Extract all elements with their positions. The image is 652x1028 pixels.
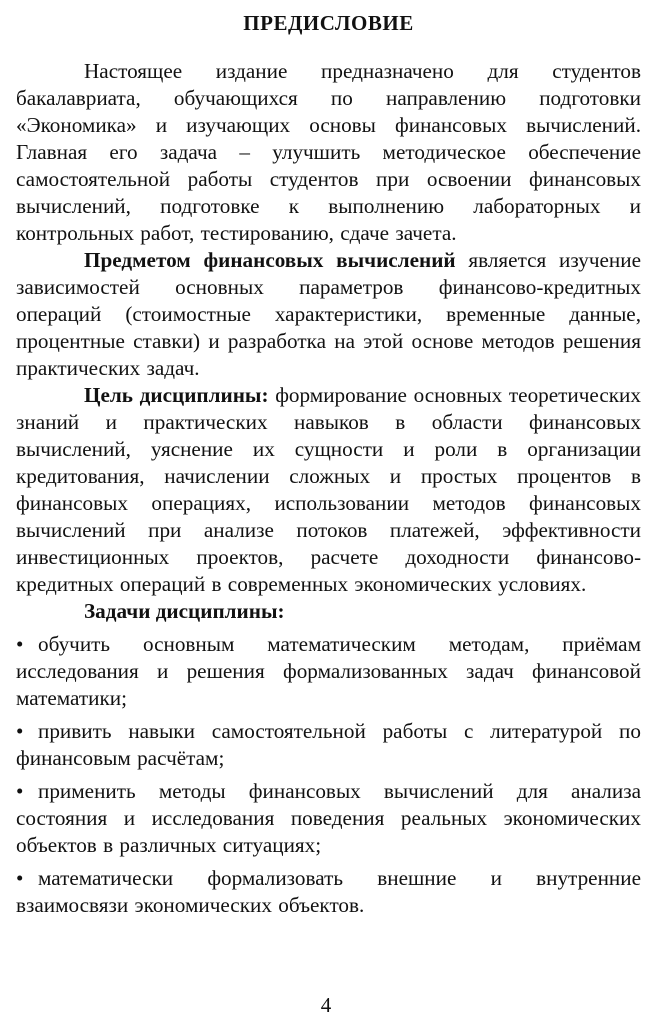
list-item	[16, 778, 641, 859]
intro-paragraph: Настоящее издание предназначено для студентов бакалавриата, обучающихся по направлению подготовки «Экономика» и изучающих основы финансовых вычислений. Главная его задача – улучшить методическое обеспечение самостоятельной работы студентов при освоении финансовых вычислений, подготовке к выполнению лабораторных и контрольных работ, тестированию, сдаче зачета.	[16, 59, 641, 245]
tasks-heading: Задачи дисциплины:	[84, 599, 285, 623]
goal-text: формирование основных теоретических знаний и практических навыков в области финансовых вычислений, уяснение их сущности и роли в организации кредитования, начислении сложных и простых процентов в финансовых операциях, использовании методов финансовых вычислений при анализе потоков платежей, эффективности инвестиционных проектов, расчете доходности финансово-кредитных операций в современных экономических условиях.	[16, 383, 641, 596]
list-item-text: применить методы финансовых вычислений для анализа состояния и исследования поведения реальных экономических объектов в различных ситуациях;	[16, 779, 641, 857]
list-item	[16, 631, 641, 712]
goal-paragraph	[16, 382, 641, 598]
list-item-text: привить навыки самостоятельной работы с литературой по финансовым расчётам;	[16, 719, 641, 770]
list-item	[16, 865, 641, 919]
subject-paragraph	[16, 247, 641, 382]
subject-text: является изучение зависимостей основных параметров финансово-кредитных операций (стоимостные характеристики, временные данные, процентные ставки) и разработка на этой основе методов решения практических задач.	[16, 248, 641, 380]
subject-bold-lead: Предметом финансовых вычислений	[84, 248, 456, 272]
bullet-icon: •	[16, 719, 24, 743]
bullet-icon: •	[16, 632, 24, 656]
list-item-text: обучить основным математическим методам, приёмам исследования и решения формализованных задач финансовой математики;	[16, 632, 641, 710]
bullet-icon: •	[16, 779, 24, 803]
list-item-text: математически формализовать внешние и внутренние взаимосвязи экономических объектов.	[16, 866, 641, 917]
list-item	[16, 718, 641, 772]
page-number: 4	[320, 993, 332, 1017]
goal-bold-lead: Цель дисциплины:	[84, 383, 269, 407]
tasks-list	[16, 631, 641, 919]
bullet-icon: •	[16, 866, 24, 890]
page-title: ПРЕДИСЛОВИЕ	[243, 11, 414, 35]
